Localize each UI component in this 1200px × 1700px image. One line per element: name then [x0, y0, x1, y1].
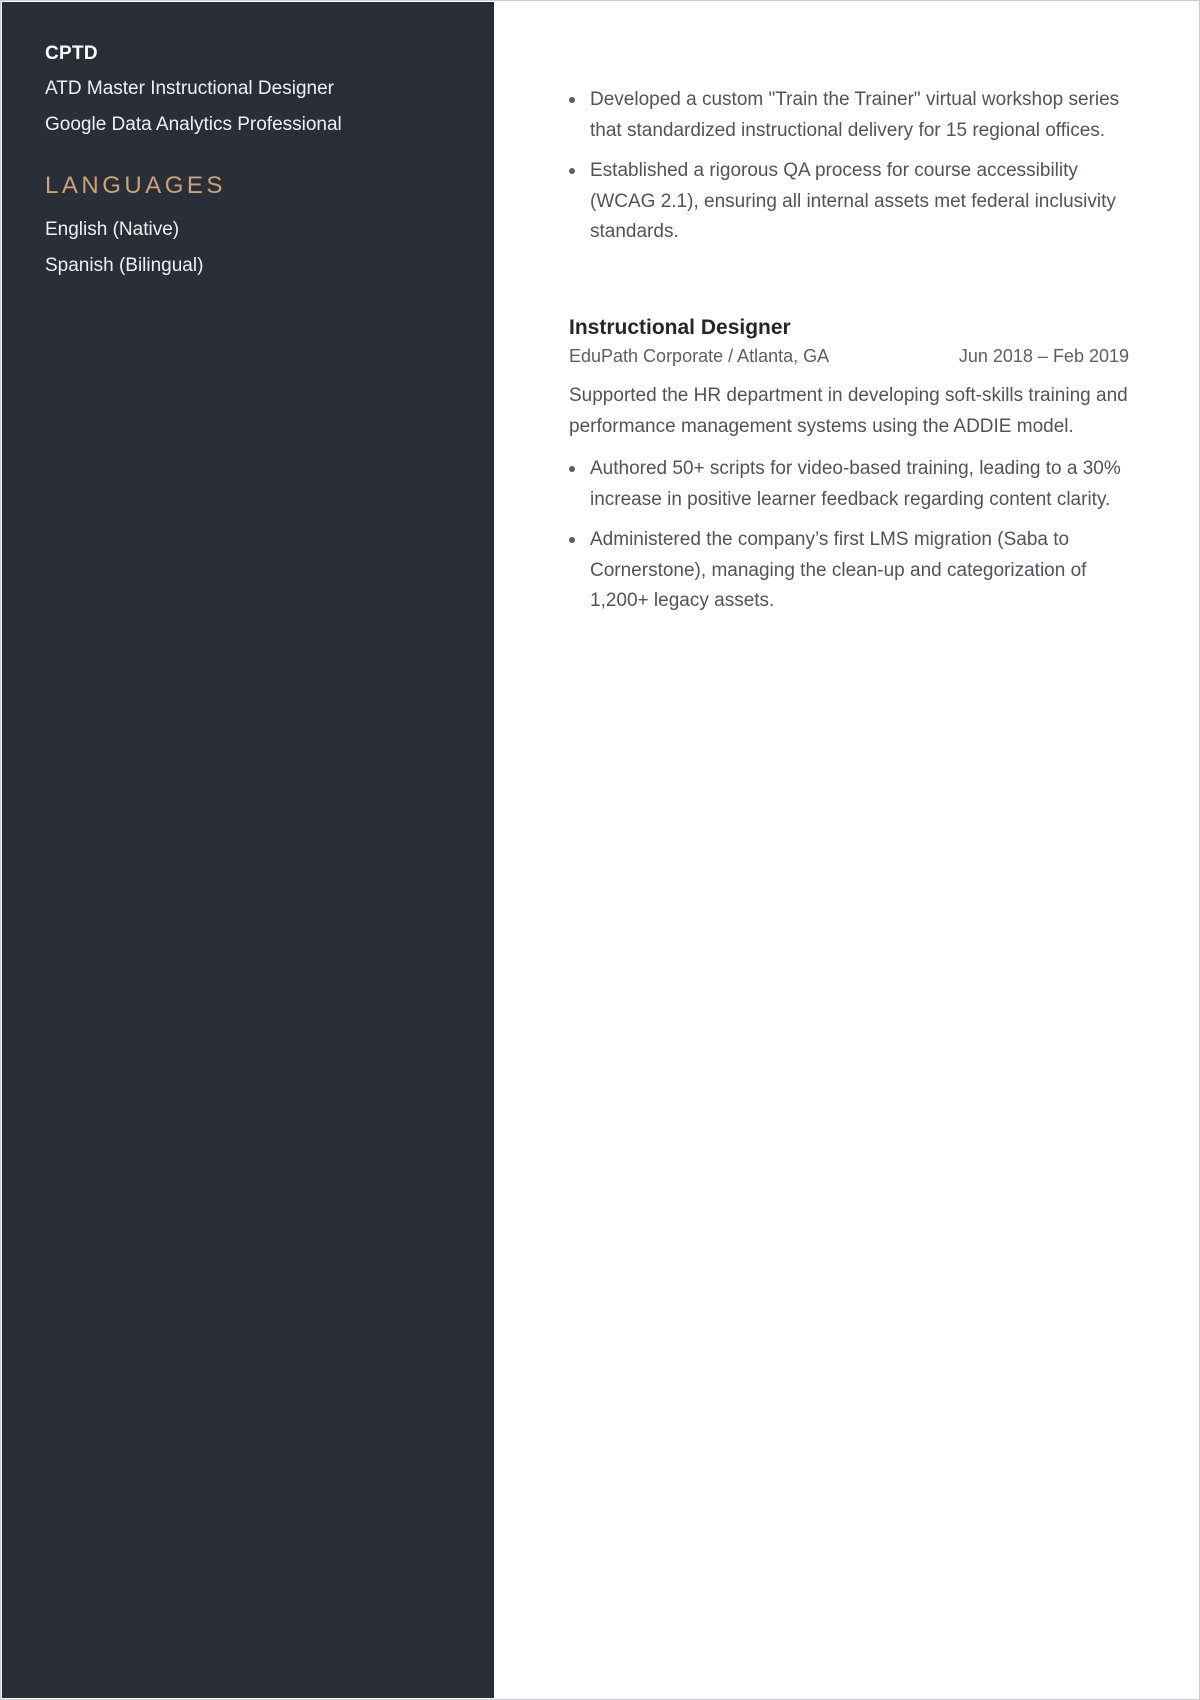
bullet-item [569, 525, 1129, 617]
certification-title: CPTD [45, 43, 98, 64]
bullet-text: Developed a custom "Train the Trainer" virtual workshop series that standardized instructional delivery for 15 regional offices. [590, 89, 1120, 141]
job-dates: Jun 2018 – Feb 2019 [958, 346, 1129, 366]
previous-job-bullets [569, 85, 1129, 258]
language-item: English (Native) [45, 219, 180, 240]
bullet-item [569, 156, 1129, 248]
job-summary: Supported the HR department in developing soft-skills training and performance management systems using the ADDIE model. [569, 385, 1128, 437]
job-meta [569, 343, 1129, 369]
language-item: Spanish (Bilingual) [45, 255, 204, 276]
bullet-text: Authored 50+ scripts for video-based training, leading to a 30% increase in positive learner feedback regarding content clarity. [590, 458, 1121, 510]
bullet-dot-icon [569, 97, 575, 103]
bullet-text: Established a rigorous QA process for course accessibility (WCAG 2.1), ensuring all internal assets met federal inclusivity standards. [590, 160, 1116, 242]
job-title: Instructional Designer [569, 316, 791, 339]
bullet-dot-icon [569, 537, 575, 543]
bullet-item [569, 85, 1129, 146]
certification-item: Google Data Analytics Professional [45, 114, 342, 135]
bullet-dot-icon [569, 466, 575, 472]
bullet-item [569, 454, 1129, 515]
sidebar [2, 2, 494, 1698]
bullet-text: Administered the company’s first LMS migration (Saba to Cornerstone), managing the clean-up and categorization of 1,200+ legacy assets. [590, 529, 1087, 611]
certification-item: ATD Master Instructional Designer [45, 78, 334, 99]
bullet-dot-icon [569, 168, 575, 174]
job-company: EduPath Corporate / Atlanta, GA [569, 346, 830, 366]
job-bullets [569, 454, 1129, 617]
languages-heading: LANGUAGES [45, 172, 226, 199]
job-entry [569, 314, 1129, 627]
